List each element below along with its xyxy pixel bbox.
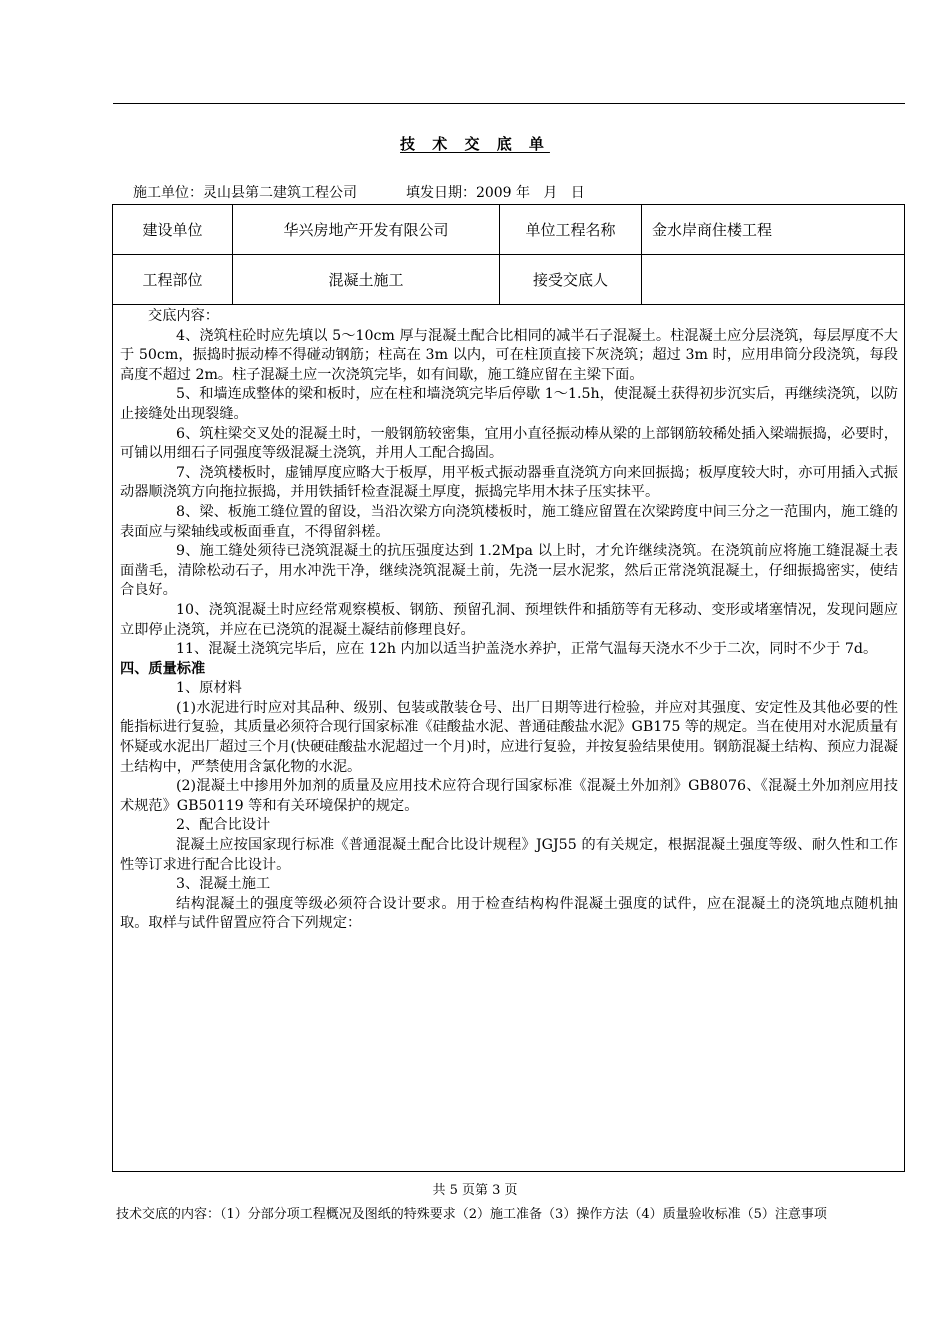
- footer-note: 技术交底的内容：（1）分部分项工程概况及图纸的特殊要求（2）施工准备（3）操作方法（4）质量验收标准（5）注意事项: [116, 1207, 827, 1222]
- paragraph: 6、筑柱梁交叉处的混凝土时，一般钢筋较密集，宜用小直径振动棒从梁的上部钢筋较稀处插入梁端振捣，必要时，可铺以用细石子同强度等级混凝土浇筑，并用人工配合捣固。: [120, 425, 898, 462]
- unit-label: 施工单位：: [133, 185, 203, 201]
- receiver-value: [642, 255, 905, 305]
- paragraph: 8、梁、板施工缝位置的留设，当沿次梁方向浇筑楼板时，施工缝应留置在次梁跨度中间三分之一范围内，施工缝的表面应与梁轴线或板面垂直，不得留斜槎。: [120, 503, 898, 540]
- receiver-label: 接受交底人: [500, 255, 642, 305]
- paragraph: (2)混凝土中掺用外加剂的质量及应用技术应符合现行国家标准《混凝土外加剂》GB8076、《混凝土外加剂应用技术规范》GB50119 等和有关环境保护的规定。: [120, 778, 898, 814]
- paragraph: 结构混凝土的强度等级必须符合设计要求。用于检查结构构件混凝土强度的试件，应在混凝土的浇筑地点随机抽取。取样与试件留置应符合下列规定：: [120, 895, 898, 932]
- paragraph: 10、浇筑混凝土时应经常观察模板、钢筋、预留孔洞、预埋铁件和插筋等有无移动、变形或堵塞情况，发现问题应立即停止浇筑，并应在已浇筑的混凝土凝结前修理良好。: [120, 601, 898, 638]
- section-heading: 四、质量标准: [120, 660, 206, 677]
- project-name-label: 单位工程名称: [500, 205, 642, 255]
- project-name-value: 金水岸商住楼工程: [642, 205, 905, 255]
- paragraph: 混凝土应按国家现行标准《普通混凝土配合比设计规程》JGJ55 的有关规定，根据混凝土强度等级、耐久性和工作性等订求进行配合比设计。: [120, 837, 898, 873]
- part-value: 混凝土施工: [233, 255, 500, 305]
- build-unit-label: 建设单位: [113, 205, 233, 255]
- build-unit-value: 华兴房地产开发有限公司: [233, 205, 500, 255]
- date-label: 填发日期：: [405, 185, 476, 201]
- content-intro: 交底内容：: [148, 308, 219, 324]
- paragraph: 7、浇筑楼板时，虚铺厚度应略大于板厚，用平板式振动器垂直浇筑方向来回振捣；板厚度较大时，亦可用插入式振动器顺浇筑方向拖拉振捣，并用铁插钎检查混凝土厚度，振捣完毕用木抹子压实抹平。: [120, 464, 898, 501]
- header-table: [112, 204, 905, 305]
- content-body: [120, 307, 898, 934]
- document-title: 技 术 交 底 单: [400, 135, 550, 153]
- subsection-heading: 3、混凝土施工: [176, 876, 271, 893]
- paragraph: 4、浇筑柱砼时应先填以 5～10cm 厚与混凝土配合比相同的减半石子混凝土。柱混凝土应分层浇筑，每层厚度不大于 50cm，振捣时振动棒不得碰动钢筋；柱高在 3m 以内，可在柱顶直接下灰浇筑；超过 3m 时，应用串筒分段浇筑，每段高度不超过 2m。柱子混凝土应一次浇筑完毕，如有间歇，施工缝应留在主梁下面。: [120, 327, 898, 383]
- paragraph: 5、和墙连成整体的梁和板时，应在柱和墙浇筑完毕后停歇 1～1.5h，使混凝土获得初步沉实后，再继续浇筑，以防止接缝处出现裂缝。: [120, 386, 898, 422]
- paragraph: 9、施工缝处须待已浇筑混凝土的抗压强度达到 1.2Mpa 以上时，才允许继续浇筑。在浇筑前应将施工缝混凝土表面凿毛，清除松动石子，用水冲洗干净，继续浇筑混凝土前，先浇一层水泥浆，然后正常浇筑混凝土，仔细振捣密实，使结合良好。: [120, 543, 898, 599]
- paragraph: 11、混凝土浇筑完毕后，应在 12h 内加以适当护盖浇水养护，正常气温每天浇水不少于二次，同时不少于 7d。: [176, 641, 878, 658]
- date-value: 2009 年 月 日: [475, 185, 585, 201]
- page-number: 共 5 页第 3 页: [432, 1183, 518, 1198]
- subsection-heading: 1、原材料: [176, 680, 242, 697]
- paragraph: (1)水泥进行时应对其品种、级别、包装或散装仓号、出厂日期等进行检验，并应对其强度、安定性及其他必要的性能指标进行复验，其质量必须符合现行国家标准《硅酸盐水泥、普通硅酸盐水泥》GB175 等的规定。当在使用对水泥质量有怀疑或水泥出厂超过三个月(快硬硅酸盐水泥超过一个月)时，应进行复验，并按复验结果使用。钢筋混凝土结构、预应力混凝土结构中，严禁使用含氯化物的水泥。: [120, 699, 898, 775]
- part-label: 工程部位: [113, 255, 233, 305]
- subsection-heading: 2、配合比设计: [176, 817, 271, 834]
- meta-line: [133, 182, 585, 202]
- top-rule: [113, 103, 905, 104]
- unit-value: 灵山县第二建筑工程公司: [203, 185, 357, 201]
